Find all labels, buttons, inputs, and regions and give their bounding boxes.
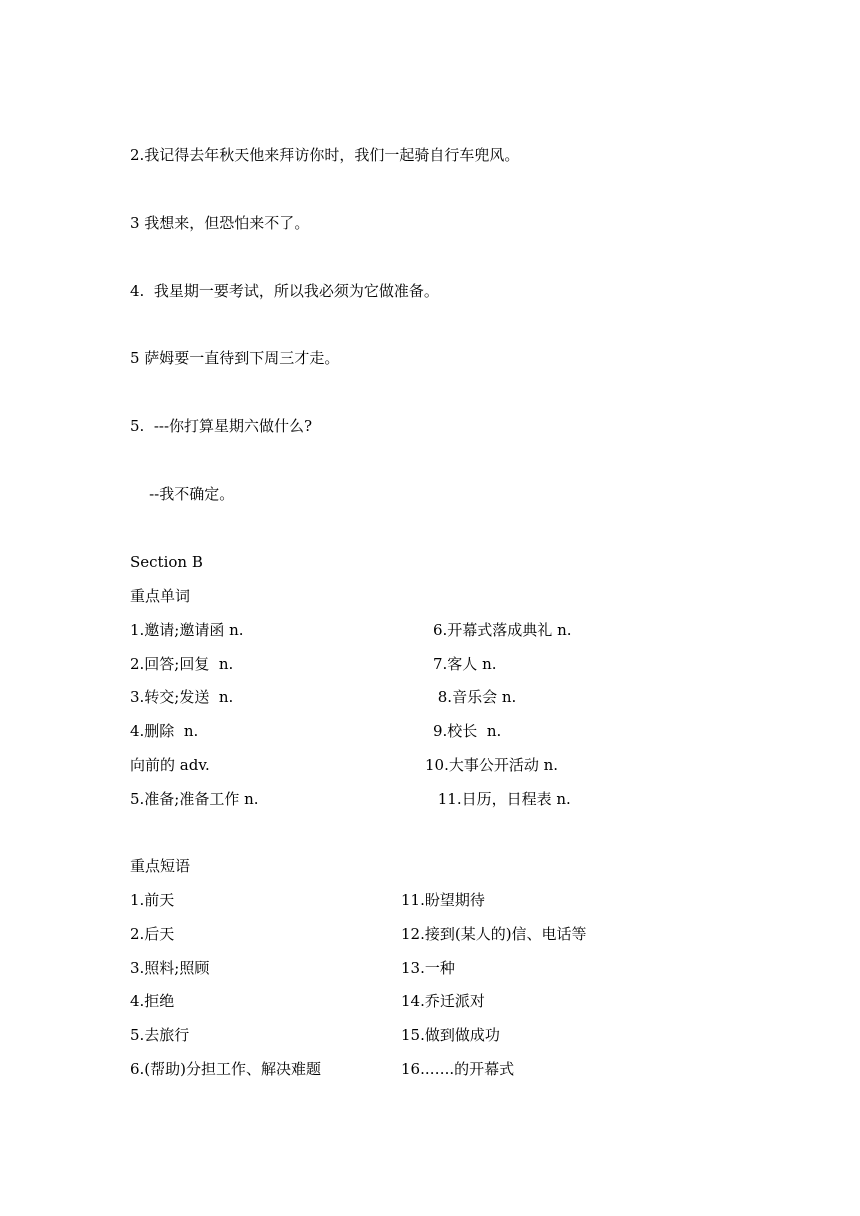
vocab-item: 9.校长 n. xyxy=(433,722,502,740)
vocab-item: 1.邀请;邀请函 n. xyxy=(130,621,244,639)
phrase-item: 2.后天 xyxy=(130,925,175,943)
sentence-3: 3 我想来，但恐怕来不了。 xyxy=(130,214,310,232)
sentence-2: 2.我记得去年秋天他来拜访你时，我们一起骑自行车兜风。 xyxy=(130,146,520,164)
vocab-item: 6.开幕式落成典礼 n. xyxy=(433,621,572,639)
vocab-item: 8.音乐会 n. xyxy=(433,688,517,706)
sentence-4: 4. 我星期一要考试，所以我必须为它做准备。 xyxy=(130,282,439,300)
vocab-item: 10.大事公开活动 n. xyxy=(425,756,559,774)
phrase-item: 3.照料;照顾 xyxy=(130,959,210,977)
vocab-heading: 重点单词 xyxy=(130,587,191,605)
vocab-item: 3.转交;发送 n. xyxy=(130,688,234,706)
phrase-item: 6.(帮助)分担工作、解决难题 xyxy=(130,1060,322,1078)
phrase-item: 14.乔迁派对 xyxy=(401,992,485,1010)
section-title: Section B xyxy=(130,553,203,571)
phrase-item: 1.前天 xyxy=(130,891,175,909)
phrase-item: 13.一种 xyxy=(401,959,455,977)
vocab-item: 4.删除 n. xyxy=(130,722,199,740)
vocab-item: 向前的 adv. xyxy=(130,756,210,774)
sentence-5-answer: --我不确定。 xyxy=(130,485,235,503)
phrase-item: 16..…..的开幕式 xyxy=(401,1060,515,1078)
vocab-item: 11.日历，日程表 n. xyxy=(433,790,571,808)
sentence-5-question: 5. ---你打算星期六做什么? xyxy=(130,417,313,435)
phrase-item: 5.去旅行 xyxy=(130,1026,190,1044)
phrase-item: 4.拒绝 xyxy=(130,992,175,1010)
vocab-item: 2.回答;回复 n. xyxy=(130,655,234,673)
phrase-item: 12.接到(某人的)信、电话等 xyxy=(401,925,587,943)
phrase-item: 15.做到做成功 xyxy=(401,1026,500,1044)
phrase-item: 11.盼望期待 xyxy=(401,891,485,909)
phrases-heading: 重点短语 xyxy=(130,857,191,875)
vocab-item: 5.准备;准备工作 n. xyxy=(130,790,259,808)
sentence-5: 5 萨姆要一直待到下周三才走。 xyxy=(130,349,340,367)
vocab-item: 7.客人 n. xyxy=(433,655,497,673)
